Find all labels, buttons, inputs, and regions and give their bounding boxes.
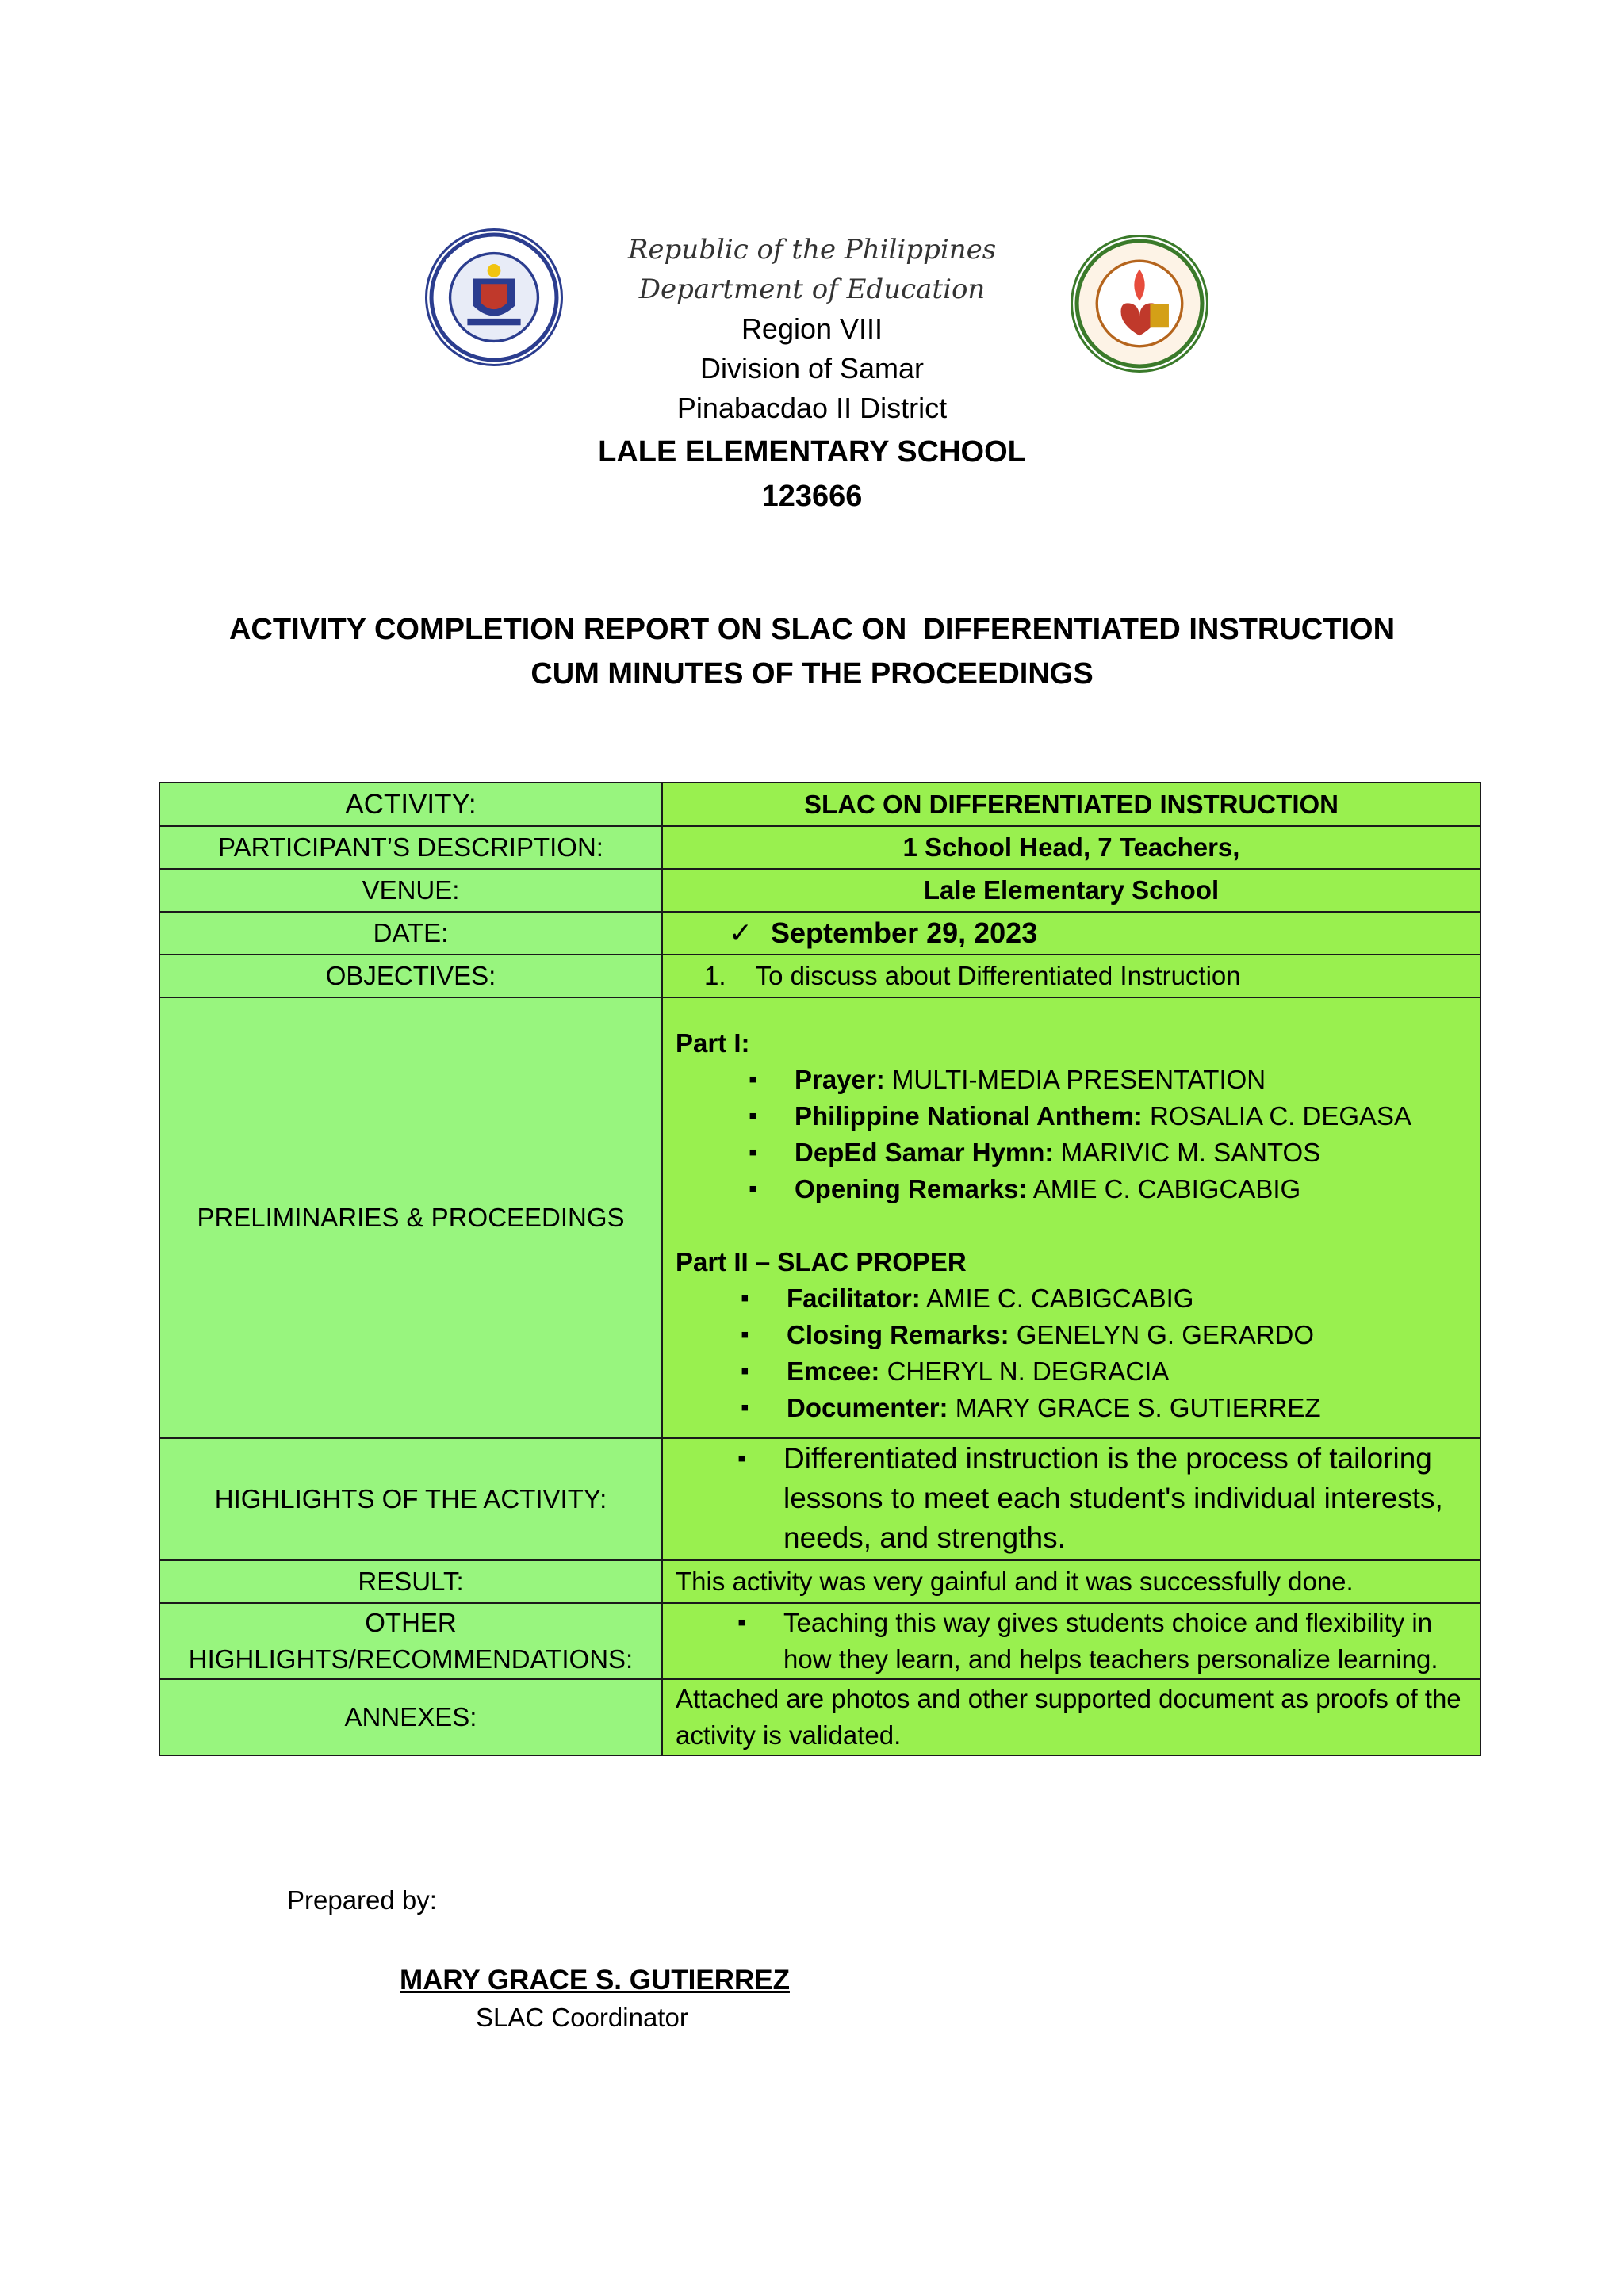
list-item <box>676 1098 1467 1135</box>
table-row-other <box>159 1603 1480 1679</box>
list-item: ▪ Differentiated instruction is the process of tailoring lessons to meet each student's individual interests, needs, and strengths. <box>676 1439 1467 1558</box>
activity-label: ACTIVITY: <box>159 783 662 826</box>
item-key: Emcee: <box>787 1357 880 1386</box>
preparer-role: SLAC Coordinator <box>476 2003 688 2032</box>
table-row-highlights <box>159 1438 1480 1560</box>
highlights-list <box>676 1439 1467 1558</box>
table-row-venue <box>159 869 1480 912</box>
item-value: MARY GRACE S. GUTIERREZ <box>948 1393 1321 1422</box>
report-table <box>159 782 1481 1756</box>
other-label-line1: OTHER <box>365 1608 457 1637</box>
date-value: September 29, 2023 <box>771 916 1038 949</box>
table-row-date <box>159 912 1480 955</box>
table-row-proceedings <box>159 997 1480 1438</box>
other-list <box>676 1605 1467 1678</box>
venue-label: VENUE: <box>159 869 662 912</box>
highlights-cell <box>662 1438 1480 1560</box>
highlights-label: HIGHLIGHTS OF THE ACTIVITY: <box>159 1438 662 1560</box>
prepared-by-label: Prepared by: <box>287 1885 437 1915</box>
item-value: AMIE C. CABIGCABIG <box>920 1284 1194 1313</box>
item-value: ROSALIA C. DEGASA <box>1142 1101 1412 1131</box>
item-value: MARIVIC M. SANTOS <box>1053 1138 1321 1167</box>
report-title-line2: CUM MINUTES OF THE PROCEEDINGS <box>530 657 1094 691</box>
proceedings-cell <box>662 997 1480 1438</box>
department-line: Department of Education <box>638 274 986 305</box>
checkmark-icon: ✓ <box>728 916 753 949</box>
objective-value: To discuss about Differentiated Instruction <box>755 961 1241 990</box>
report-title-line1: ACTIVITY COMPLETION REPORT ON SLAC ON DIFFERENTIATED INSTRUCTION <box>228 613 1396 646</box>
list-item <box>676 1390 1467 1426</box>
item-key: Prayer: <box>795 1065 885 1094</box>
date-label: DATE: <box>159 912 662 955</box>
activity-value: SLAC ON DIFFERENTIATED INSTRUCTION <box>662 783 1480 826</box>
item-key: DepEd Samar Hymn: <box>795 1138 1054 1167</box>
item-key: Facilitator: <box>787 1284 921 1313</box>
table-row-result <box>159 1560 1480 1603</box>
division-line: Division of Samar <box>699 352 925 385</box>
list-item <box>676 1280 1467 1317</box>
item-key: Documenter: <box>787 1393 948 1422</box>
list-item <box>676 1062 1467 1098</box>
part2-heading: Part II – SLAC PROPER <box>676 1247 967 1276</box>
venue-value: Lale Elementary School <box>662 869 1480 912</box>
other-cell <box>662 1603 1480 1679</box>
region-line: Region VIII <box>741 312 883 345</box>
date-cell <box>662 912 1480 955</box>
report-title <box>0 607 1624 696</box>
list-item <box>676 1317 1467 1353</box>
table-row-objectives <box>159 955 1480 997</box>
objectives-cell <box>662 955 1480 997</box>
result-value: This activity was very gainful and it was successfully done. <box>662 1560 1480 1603</box>
result-label: RESULT: <box>159 1560 662 1603</box>
republic-line: Republic of the Philippines <box>627 234 997 266</box>
part1-list <box>676 1062 1467 1207</box>
part2-list <box>676 1280 1467 1426</box>
annexes-label: ANNEXES: <box>159 1679 662 1755</box>
annexes-value: Attached are photos and other supported document as proofs of the activity is validated. <box>662 1679 1480 1755</box>
list-item <box>676 1135 1467 1171</box>
school-name: LALE ELEMENTARY SCHOOL <box>598 435 1026 469</box>
district-line: Pinabacdao II District <box>676 392 948 424</box>
table-row-participants <box>159 826 1480 869</box>
objective-number: 1. <box>704 961 726 990</box>
list-item <box>676 1353 1467 1390</box>
list-item: ▪ Teaching this way gives students choice and flexibility in how they learn, and helps teachers personalize learning. <box>676 1605 1467 1678</box>
table-row-activity <box>159 783 1480 826</box>
item-value: GENELYN G. GERARDO <box>1009 1320 1315 1349</box>
item-value: CHERYL N. DEGRACIA <box>879 1357 1170 1386</box>
preparer-name: MARY GRACE S. GUTIERREZ <box>400 1965 790 1996</box>
table-row-annexes <box>159 1679 1480 1755</box>
item-value: MULTI-MEDIA PRESENTATION <box>884 1065 1266 1094</box>
other-label-line2: HIGHLIGHTS/RECOMMENDATIONS: <box>188 1644 634 1674</box>
item-value: AMIE C. CABIGCABIG <box>1027 1174 1301 1203</box>
other-label <box>159 1603 662 1679</box>
proceedings-label: PRELIMINARIES & PROCEEDINGS <box>159 997 662 1438</box>
letterhead <box>0 230 1624 519</box>
participants-label: PARTICIPANT’S DESCRIPTION: <box>159 826 662 869</box>
objectives-label: OBJECTIVES: <box>159 955 662 997</box>
part1-heading: Part I: <box>676 1028 750 1058</box>
item-key: Closing Remarks: <box>787 1320 1009 1349</box>
school-id: 123666 <box>761 480 863 513</box>
list-item <box>676 1171 1467 1207</box>
participants-value: 1 School Head, 7 Teachers, <box>662 826 1480 869</box>
item-key: Philippine National Anthem: <box>795 1101 1143 1131</box>
item-key: Opening Remarks: <box>795 1174 1028 1203</box>
